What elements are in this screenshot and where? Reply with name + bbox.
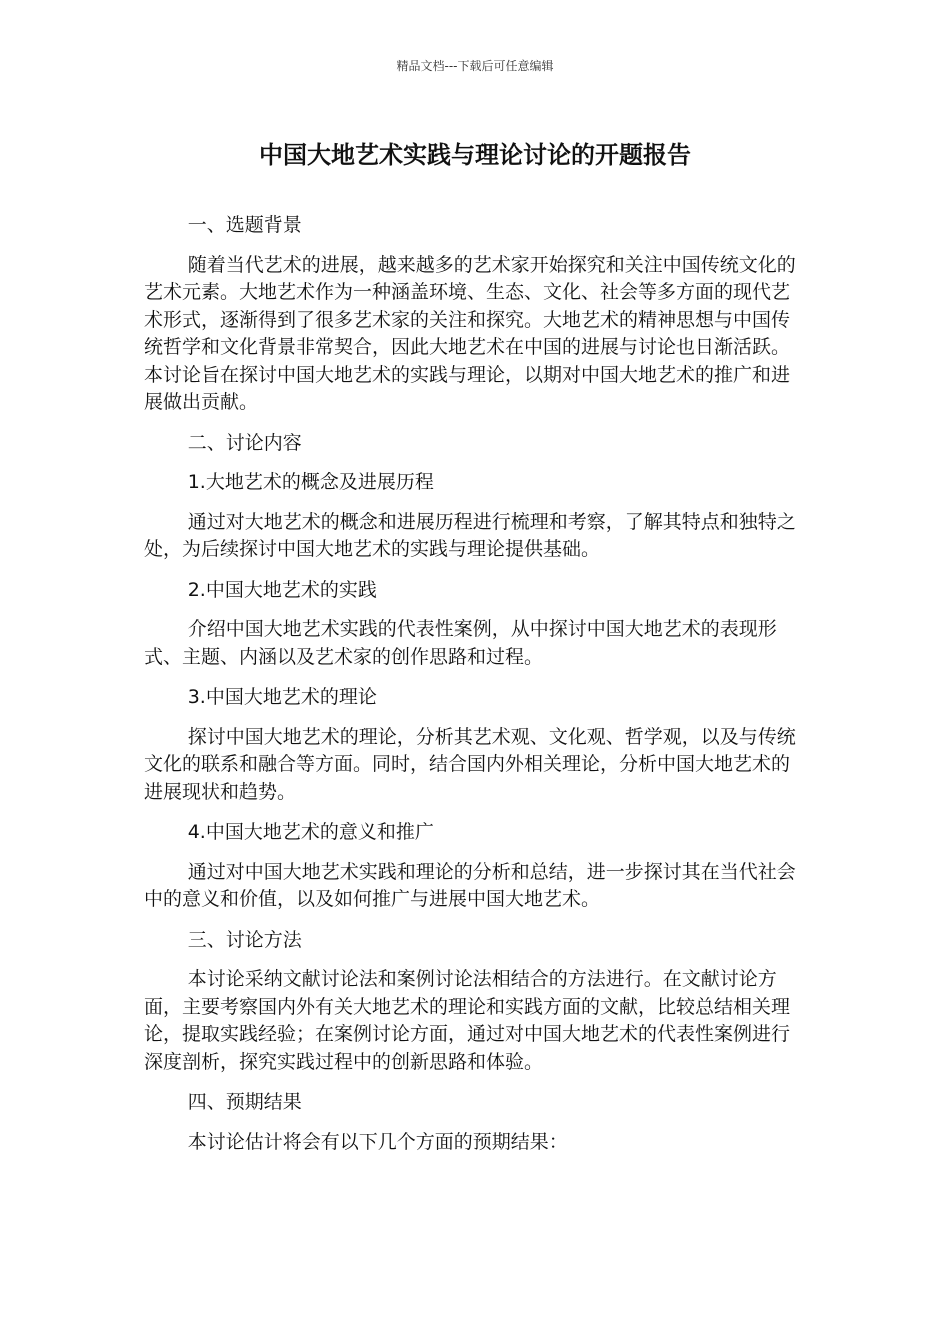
paragraph-concept: 通过对大地艺术的概念和进展历程进行梳理和考察，了解其特点和独特之处，为后续探讨中国大地艺术的实践与理论提供基础。 (144, 510, 796, 560)
paragraph-significance: 通过对中国大地艺术实践和理论的分析和总结，进一步探讨其在当代社会中的意义和价值，以及如何推广与进展中国大地艺术。 (144, 860, 796, 910)
section-heading-expected-results: 四、预期结果 (187, 1091, 302, 1113)
paragraph-theory: 探讨中国大地艺术的理论，分析其艺术观、文化观、哲学观，以及与传统文化的联系和融合等方面。同时，结合国内外相关理论，分析中国大地艺术的进展现状和趋势。 (144, 725, 796, 803)
document-body (144, 212, 798, 1169)
paragraph-background: 随着当代艺术的进展，越来越多的艺术家开始探究和关注中国传统文化的艺术元素。大地艺术作为一种涵盖环境、生态、文化、社会等多方面的现代艺术形式，逐渐得到了很多艺术家的关注和探究。大地艺术的精神思想与中国传统哲学和文化背景非常契合，因此大地艺术在中国的进展与讨论也日渐活跃。本讨论旨在探讨中国大地艺术的实践与理论，以期对中国大地艺术的推广和进展做出贡献。 (144, 253, 796, 413)
paragraph-method: 本讨论采纳文献讨论法和案例讨论法相结合的方法进行。在文献讨论方面，主要考察国内外有关大地艺术的理论和实践方面的文献，比较总结相关理论，提取实践经验；在案例讨论方面，通过对中国大地艺术的代表性案例进行深度剖析，探究实践过程中的创新思路和体验。 (144, 968, 791, 1073)
subsection-heading-practice: 2.中国大地艺术的实践 (187, 578, 377, 601)
document-title: 中国大地艺术实践与理论讨论的开题报告 (259, 141, 691, 169)
section-heading-background: 一、选题背景 (187, 214, 302, 236)
subsection-heading-concept: 1.大地艺术的概念及进展历程 (187, 471, 434, 493)
subsection-heading-theory: 3.中国大地艺术的理论 (187, 686, 377, 708)
section-heading-research-content: 二、讨论内容 (187, 431, 302, 454)
page-header-note: 精品文档---下载后可任意编辑 (396, 59, 554, 73)
section-heading-method: 三、讨论方法 (187, 928, 302, 951)
paragraph-expected-results: 本讨论估计将会有以下几个方面的预期结果： (187, 1130, 568, 1153)
paragraph-practice: 介绍中国大地艺术实践的代表性案例，从中探讨中国大地艺术的表现形式、主题、内涵以及艺术家的创作思路和过程。 (144, 618, 777, 668)
subsection-heading-significance: 4.中国大地艺术的意义和推广 (187, 821, 434, 843)
